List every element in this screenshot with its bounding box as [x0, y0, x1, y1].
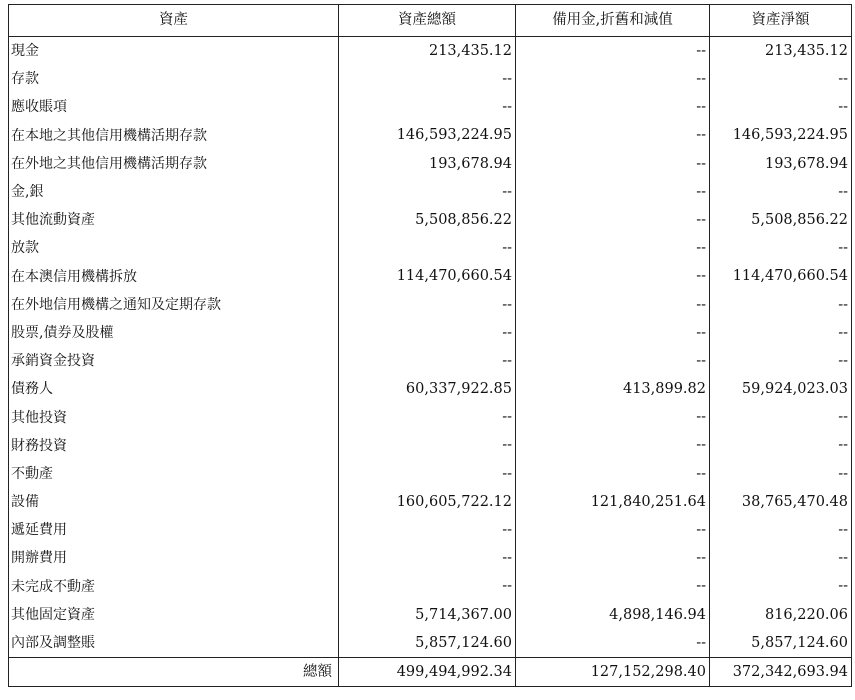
table-row [9, 150, 852, 178]
row-label: 在外地之其他信用機構活期存款 [9, 150, 339, 178]
row-net: -- [710, 403, 852, 431]
table-row [9, 460, 852, 488]
row-label: 不動產 [9, 460, 339, 488]
row-label: 遞延費用 [9, 516, 339, 544]
row-label: 在本澳信用機構拆放 [9, 263, 339, 291]
row-provision: -- [516, 150, 710, 178]
table-row [9, 629, 852, 658]
balance-sheet [8, 4, 851, 692]
row-label: 股票,債券及股權 [9, 319, 339, 347]
row-provision: -- [516, 65, 710, 93]
row-net: -- [710, 291, 852, 319]
row-provision: -- [516, 206, 710, 234]
table-row [9, 573, 852, 601]
table-row [9, 432, 852, 460]
table-row [9, 65, 852, 93]
header-provision-depreciation: 備用金,折舊和減值 [516, 5, 710, 37]
row-gross: 213,435.12 [339, 37, 516, 66]
row-label: 未完成不動產 [9, 573, 339, 601]
row-label: 債務人 [9, 375, 339, 403]
row-net: -- [710, 93, 852, 121]
row-gross: 114,470,660.54 [339, 263, 516, 291]
row-label: 設備 [9, 488, 339, 516]
row-net: 38,765,470.48 [710, 488, 852, 516]
row-gross: -- [339, 178, 516, 206]
row-provision: -- [516, 629, 710, 658]
row-net: 193,678.94 [710, 150, 852, 178]
total-row [9, 658, 852, 687]
row-label: 在本地之其他信用機構活期存款 [9, 122, 339, 150]
row-label: 放款 [9, 234, 339, 262]
row-net: -- [710, 544, 852, 572]
row-label: 存款 [9, 65, 339, 93]
row-net: 59,924,023.03 [710, 375, 852, 403]
row-gross: -- [339, 347, 516, 375]
row-provision: -- [516, 432, 710, 460]
table-row [9, 93, 852, 121]
table-row [9, 234, 852, 262]
row-provision: 121,840,251.64 [516, 488, 710, 516]
row-label: 財務投資 [9, 432, 339, 460]
row-net: -- [710, 432, 852, 460]
row-gross: 146,593,224.95 [339, 122, 516, 150]
assets-table [8, 4, 852, 687]
row-net: -- [710, 573, 852, 601]
table-row [9, 178, 852, 206]
row-provision: -- [516, 291, 710, 319]
table-row [9, 516, 852, 544]
row-net: 146,593,224.95 [710, 122, 852, 150]
row-gross: -- [339, 319, 516, 347]
row-provision: -- [516, 544, 710, 572]
row-gross: -- [339, 460, 516, 488]
row-net: -- [710, 178, 852, 206]
row-gross: 5,857,124.60 [339, 629, 516, 658]
row-gross: -- [339, 544, 516, 572]
total-provision: 127,152,298.40 [516, 658, 710, 687]
row-label: 應收賬項 [9, 93, 339, 121]
row-provision: -- [516, 460, 710, 488]
table-body [9, 37, 852, 658]
row-net: -- [710, 347, 852, 375]
table-row [9, 347, 852, 375]
table-row [9, 37, 852, 66]
row-gross: -- [339, 93, 516, 121]
row-gross: 160,605,722.12 [339, 488, 516, 516]
row-gross: 5,508,856.22 [339, 206, 516, 234]
row-net: 5,857,124.60 [710, 629, 852, 658]
row-provision: -- [516, 263, 710, 291]
row-gross: -- [339, 573, 516, 601]
row-label: 現金 [9, 37, 339, 66]
row-gross: -- [339, 432, 516, 460]
row-net: 213,435.12 [710, 37, 852, 66]
header-row [9, 5, 852, 37]
row-gross: -- [339, 291, 516, 319]
row-provision: -- [516, 516, 710, 544]
row-label: 其他投資 [9, 403, 339, 431]
row-provision: -- [516, 37, 710, 66]
row-label: 其他流動資產 [9, 206, 339, 234]
total-label: 總額 [9, 658, 339, 687]
row-provision: -- [516, 403, 710, 431]
row-net: -- [710, 460, 852, 488]
row-gross: -- [339, 65, 516, 93]
table-row [9, 206, 852, 234]
table-row [9, 122, 852, 150]
row-net: -- [710, 516, 852, 544]
row-provision: 4,898,146.94 [516, 601, 710, 629]
row-net: 816,220.06 [710, 601, 852, 629]
table-row [9, 488, 852, 516]
row-provision: 413,899.82 [516, 375, 710, 403]
row-gross: 60,337,922.85 [339, 375, 516, 403]
total-gross: 499,494,992.34 [339, 658, 516, 687]
header-assets: 資產 [9, 5, 339, 37]
total-net: 372,342,693.94 [710, 658, 852, 687]
table-row [9, 319, 852, 347]
table-row [9, 291, 852, 319]
row-provision: -- [516, 347, 710, 375]
row-label: 內部及調整賬 [9, 629, 339, 658]
row-net: 5,508,856.22 [710, 206, 852, 234]
row-gross: -- [339, 403, 516, 431]
table-row [9, 263, 852, 291]
row-net: -- [710, 319, 852, 347]
row-gross: 193,678.94 [339, 150, 516, 178]
row-gross: -- [339, 234, 516, 262]
row-gross: -- [339, 516, 516, 544]
row-provision: -- [516, 93, 710, 121]
table-row [9, 544, 852, 572]
row-net: -- [710, 234, 852, 262]
row-gross: 5,714,367.00 [339, 601, 516, 629]
row-provision: -- [516, 319, 710, 347]
row-label: 承銷資金投資 [9, 347, 339, 375]
table-row [9, 403, 852, 431]
row-label: 金,銀 [9, 178, 339, 206]
table-row [9, 601, 852, 629]
row-net: -- [710, 65, 852, 93]
row-label: 開辦費用 [9, 544, 339, 572]
row-label: 在外地信用機構之通知及定期存款 [9, 291, 339, 319]
header-net-amount: 資產淨額 [710, 5, 852, 37]
row-net: 114,470,660.54 [710, 263, 852, 291]
row-provision: -- [516, 178, 710, 206]
table-row [9, 375, 852, 403]
row-provision: -- [516, 234, 710, 262]
header-gross-amount: 資產總額 [339, 5, 516, 37]
row-provision: -- [516, 122, 710, 150]
row-provision: -- [516, 573, 710, 601]
row-label: 其他固定資產 [9, 601, 339, 629]
